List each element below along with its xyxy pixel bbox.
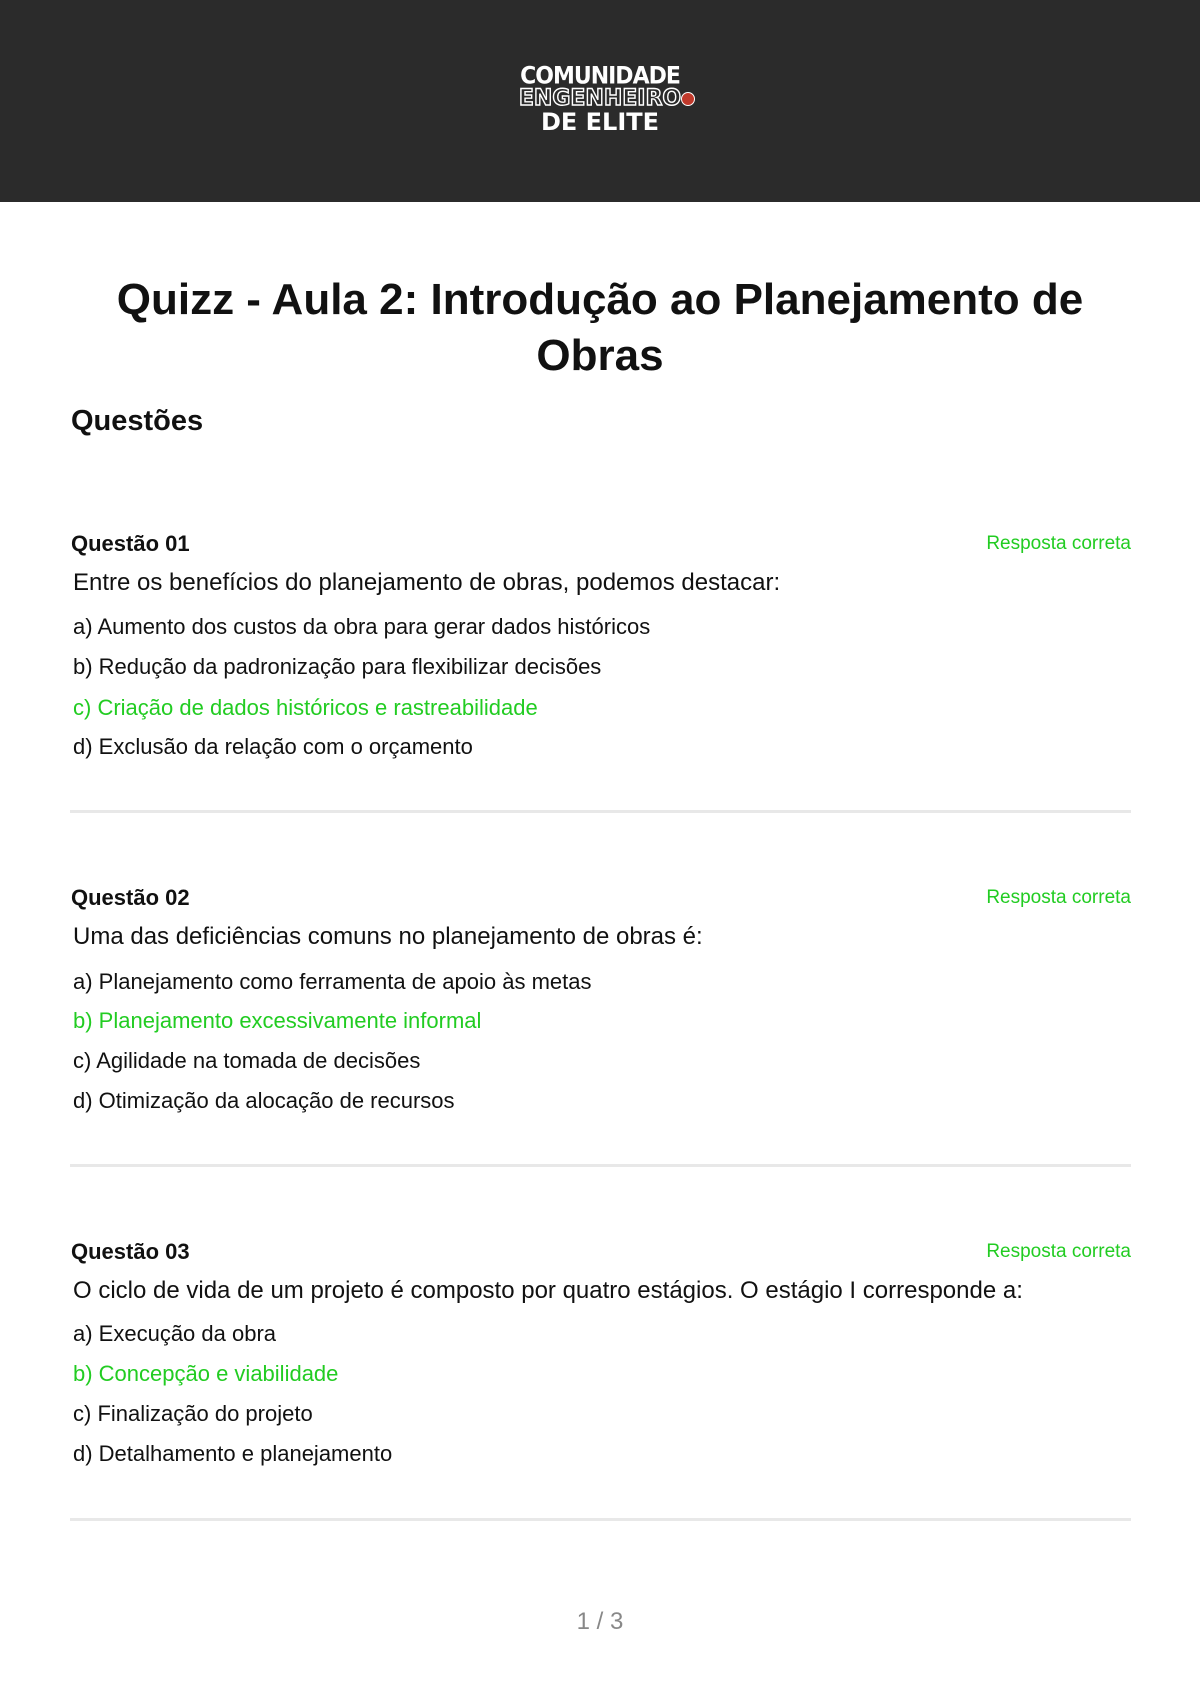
divider xyxy=(70,810,1131,813)
question-number: Questão 01 xyxy=(71,531,190,556)
logo-line-2-text: ENGENHEIRO xyxy=(518,86,682,111)
divider xyxy=(70,1518,1131,1521)
logo xyxy=(514,62,686,138)
option-d: d) Otimização da alocação de recursos xyxy=(73,1088,455,1113)
answer-status: Resposta correta xyxy=(986,1241,1131,1262)
option-d: d) Exclusão da relação com o orçamento xyxy=(73,734,473,759)
section-title: Questões xyxy=(71,405,204,437)
page-title: Quizz - Aula 2: Introdução ao Planejamento de Obras xyxy=(116,275,1084,380)
question-text: Uma das deficiências comuns no planejamento de obras é: xyxy=(73,923,703,950)
logo-line-1: COMUNIDADE xyxy=(520,62,680,91)
question-number: Questão 03 xyxy=(71,1239,190,1264)
option-b-correct: b) Planejamento excessivamente informal xyxy=(73,1008,482,1033)
header-bar xyxy=(0,0,1200,202)
question-number: Questão 02 xyxy=(71,885,190,910)
option-a: a) Execução da obra xyxy=(73,1321,277,1346)
question-text: O ciclo de vida de um projeto é composto por quatro estágios. O estágio I corresponde a: xyxy=(73,1277,1023,1304)
logo-line-2 xyxy=(519,88,681,110)
divider xyxy=(70,1164,1131,1167)
page-indicator: 1 / 3 xyxy=(576,1608,624,1635)
option-b-correct: b) Concepção e viabilidade xyxy=(73,1361,339,1386)
option-a: a) Planejamento como ferramenta de apoio às metas xyxy=(73,969,592,994)
option-a: a) Aumento dos custos da obra para gerar dados históricos xyxy=(73,614,651,639)
question-text: Entre os benefícios do planejamento de obras, podemos destacar: xyxy=(73,569,781,596)
option-b: b) Redução da padronização para flexibilizar decisões xyxy=(73,654,602,679)
answer-status: Resposta correta xyxy=(986,533,1131,554)
answer-status: Resposta correta xyxy=(986,887,1131,908)
logo-dot-icon xyxy=(681,92,695,106)
logo-line-3: DE ELITE xyxy=(540,108,660,136)
option-d: d) Detalhamento e planejamento xyxy=(73,1441,393,1466)
option-c: c) Finalização do projeto xyxy=(73,1401,313,1426)
option-c-correct: c) Criação de dados históricos e rastreabilidade xyxy=(73,695,538,720)
option-c: c) Agilidade na tomada de decisões xyxy=(73,1048,421,1073)
